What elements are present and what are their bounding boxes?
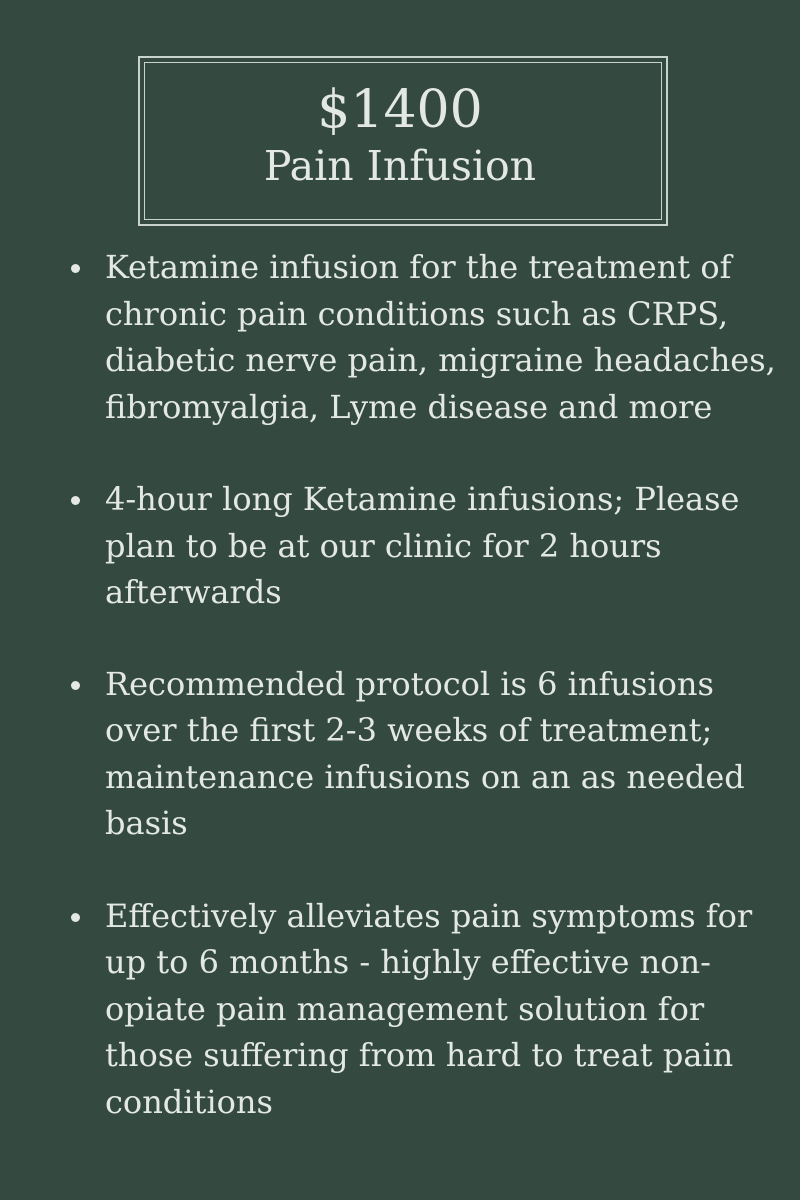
bullet-icon xyxy=(71,681,80,690)
feature-list-item xyxy=(60,661,780,847)
feature-text: Effectively alleviates pain symptoms for up to 6 months - highly effective non-opiate pain management solution for those suffering from hard to treat pain conditions xyxy=(105,896,753,1121)
feature-list-item xyxy=(60,244,780,430)
feature-text: Ketamine infusion for the treatment of chronic pain conditions such as CRPS, diabetic nerve pain, migraine headaches, fibromyalgia, Lyme disease and more xyxy=(105,248,776,426)
feature-text: Recommended protocol is 6 infusions over the first 2-3 weeks of treatment; maintenance infusions on an as needed basis xyxy=(105,664,745,842)
feature-text: 4-hour long Ketamine infusions; Please plan to be at our clinic for 2 hours afterwards xyxy=(105,480,740,611)
bullet-icon xyxy=(71,913,80,922)
feature-list-item xyxy=(60,476,780,616)
feature-list xyxy=(60,244,780,1171)
feature-list-item xyxy=(60,893,780,1126)
service-title: Pain Infusion xyxy=(263,142,537,190)
price-amount: $1400 xyxy=(317,80,483,140)
bullet-icon xyxy=(71,264,80,273)
bullet-icon xyxy=(71,496,80,505)
